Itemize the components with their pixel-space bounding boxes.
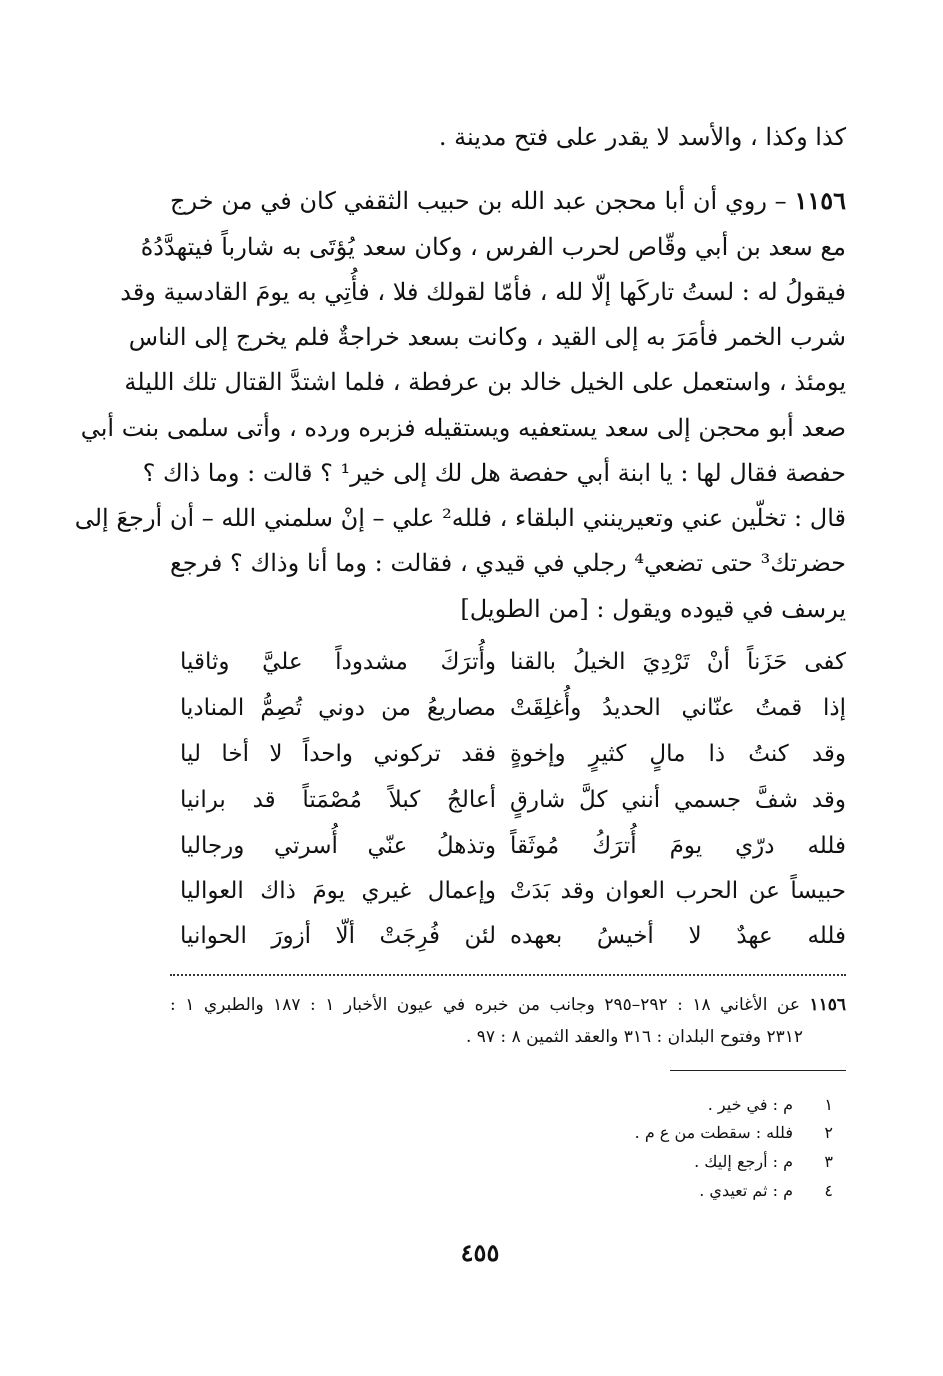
verse-4-second-hemistich: أعالجُ كبلاً مُصْمَتاً قد برانيا <box>180 787 496 813</box>
verse-line-5 <box>170 830 846 862</box>
verse-4-first-hemistich: وقد شفَّ جسمي أنني كلَّ شارقٍ <box>510 787 846 813</box>
entry-line-3: فيقولُ له : لستُ تاركَها إلّا لله ، فأمّا لقولك فلا ، فأُتِي به يومَ القادسية وقد <box>120 278 846 306</box>
meter-label: [من الطويل] <box>460 595 589 623</box>
footnote-rule <box>670 1070 846 1071</box>
page-number: ٤٥٥ <box>460 1238 500 1267</box>
entry-line-5: يومئذ ، واستعمل على الخيل خالد بن عرفطة ، فلما اشتدَّ القتال تلك الليلة <box>124 368 846 396</box>
footnote-text: م : ثم تعيدي . <box>699 1181 793 1200</box>
entry-line-4: شرب الخمر فأمَرَ به إلى القيد ، وكانت بسعد خراجةٌ فلم يخرج إلى الناس <box>128 323 846 351</box>
entry-line-9: حضرتك³ حتى تضعي⁴ رجلي في قيدي ، فقالت : وما أنا وذاك ؟ فرجع <box>170 549 846 577</box>
verse-3-first-hemistich: وقد كنتُ ذا مالٍ كثيرٍ وإخوةٍ <box>510 741 846 767</box>
verse-1-second-hemistich: وأُترَكَ مشدوداً عليَّ وثاقيا <box>180 649 496 675</box>
verse-6-second-hemistich: وإعمال غيري يومَ ذاك العواليا <box>180 878 496 904</box>
footnote-number: ٢ <box>824 1123 833 1142</box>
intro-line: كذا وكذا ، والأسد لا يقدر على فتح مدينة . <box>438 123 846 151</box>
source-number: ١١٥٦ <box>809 995 847 1015</box>
entry-line-2: مع سعد بن أبي وقّاص لحرب الفرس ، وكان سعد يُؤتَى به شارباً فيتهدَّدُهُ <box>140 233 846 261</box>
entry-line-8: قال : تخلّين عني وتعيرينني البلقاء ، فلله² علي – إنْ سلمني الله – أن أرجعَ إلى <box>74 504 846 532</box>
verse-2-second-hemistich: مصاريعُ من دوني تُصِمُّ المناديا <box>180 695 496 721</box>
verse-line-2 <box>170 692 846 724</box>
verse-7-first-hemistich: فلله عهدٌ لا أخيسُ بعهده <box>510 923 846 949</box>
entry-line-1: ١١٥٦ – روي أن أبا محجن عبد الله بن حبيب الثقفي كان في من خرج <box>170 186 846 215</box>
footnote-1 <box>708 1094 833 1116</box>
footnote-text: م : أرجع إليك . <box>694 1152 793 1171</box>
verse-line-1 <box>170 646 846 678</box>
footnote-text: م : في خير . <box>707 1095 793 1114</box>
verse-5-first-hemistich: فلله درّي يومَ أُترَكُ مُوثَقاً <box>510 833 846 859</box>
footnote-number: ٤ <box>824 1181 833 1200</box>
verse-5-second-hemistich: وتذهلُ عنّي أُسرتي ورجاليا <box>180 833 496 859</box>
verse-line-7 <box>170 920 846 952</box>
verse-2-first-hemistich: إذا قمتُ عنّاني الحديدُ وأُغلِقَتْ <box>510 695 846 721</box>
verse-7-second-hemistich: لئن فُرِجَتْ ألّا أزورَ الحوانيا <box>180 923 496 949</box>
footnote-3 <box>694 1151 833 1173</box>
footnote-4 <box>699 1180 833 1202</box>
verse-3-second-hemistich: فقد تركوني واحداً لا أخا ليا <box>180 741 496 767</box>
verse-1-first-hemistich: كفى حَزَناً أنْ تَرْدِيَ الخيلُ بالقنا <box>510 649 846 675</box>
dotted-separator <box>170 974 846 976</box>
source-line-2: ٢٣١٢ وفتوح البلدان : ٣١٦ والعقد الثمين ٨ : ٩٧ . <box>465 1027 803 1047</box>
entry-line-6: صعد أبو محجن إلى سعد يستعفيه ويستقيله فزبره ورده ، وأتى سلمى بنت أبي <box>80 414 846 442</box>
verse-line-3 <box>170 738 846 770</box>
footnote-number: ٣ <box>824 1152 833 1171</box>
verse-6-first-hemistich: حبيساً عن الحرب العوان وقد بَدَتْ <box>510 878 846 904</box>
entry-line-7: حفصة فقال لها : يا ابنة أبي حفصة هل لك إلى خير¹ ؟ قالت : وما ذاك ؟ <box>142 459 846 487</box>
source-line-1: ١١٥٦ عن الأغاني ١٨ : ٢٩٢–٢٩٥ وجانب من خبره في عيون الأخبار ١ : ١٨٧ والطبري ١ : <box>170 995 847 1015</box>
verse-line-4 <box>170 784 846 816</box>
footnote-number: ١ <box>824 1095 833 1114</box>
entry-number: ١١٥٦ <box>794 186 846 215</box>
footnote-2 <box>635 1122 833 1144</box>
footnote-text: فلله : سقطت من ع م . <box>634 1123 793 1142</box>
entry-line-10: يرسف في قيوده ويقول : [من الطويل] <box>460 595 846 623</box>
verse-line-6 <box>170 875 846 907</box>
